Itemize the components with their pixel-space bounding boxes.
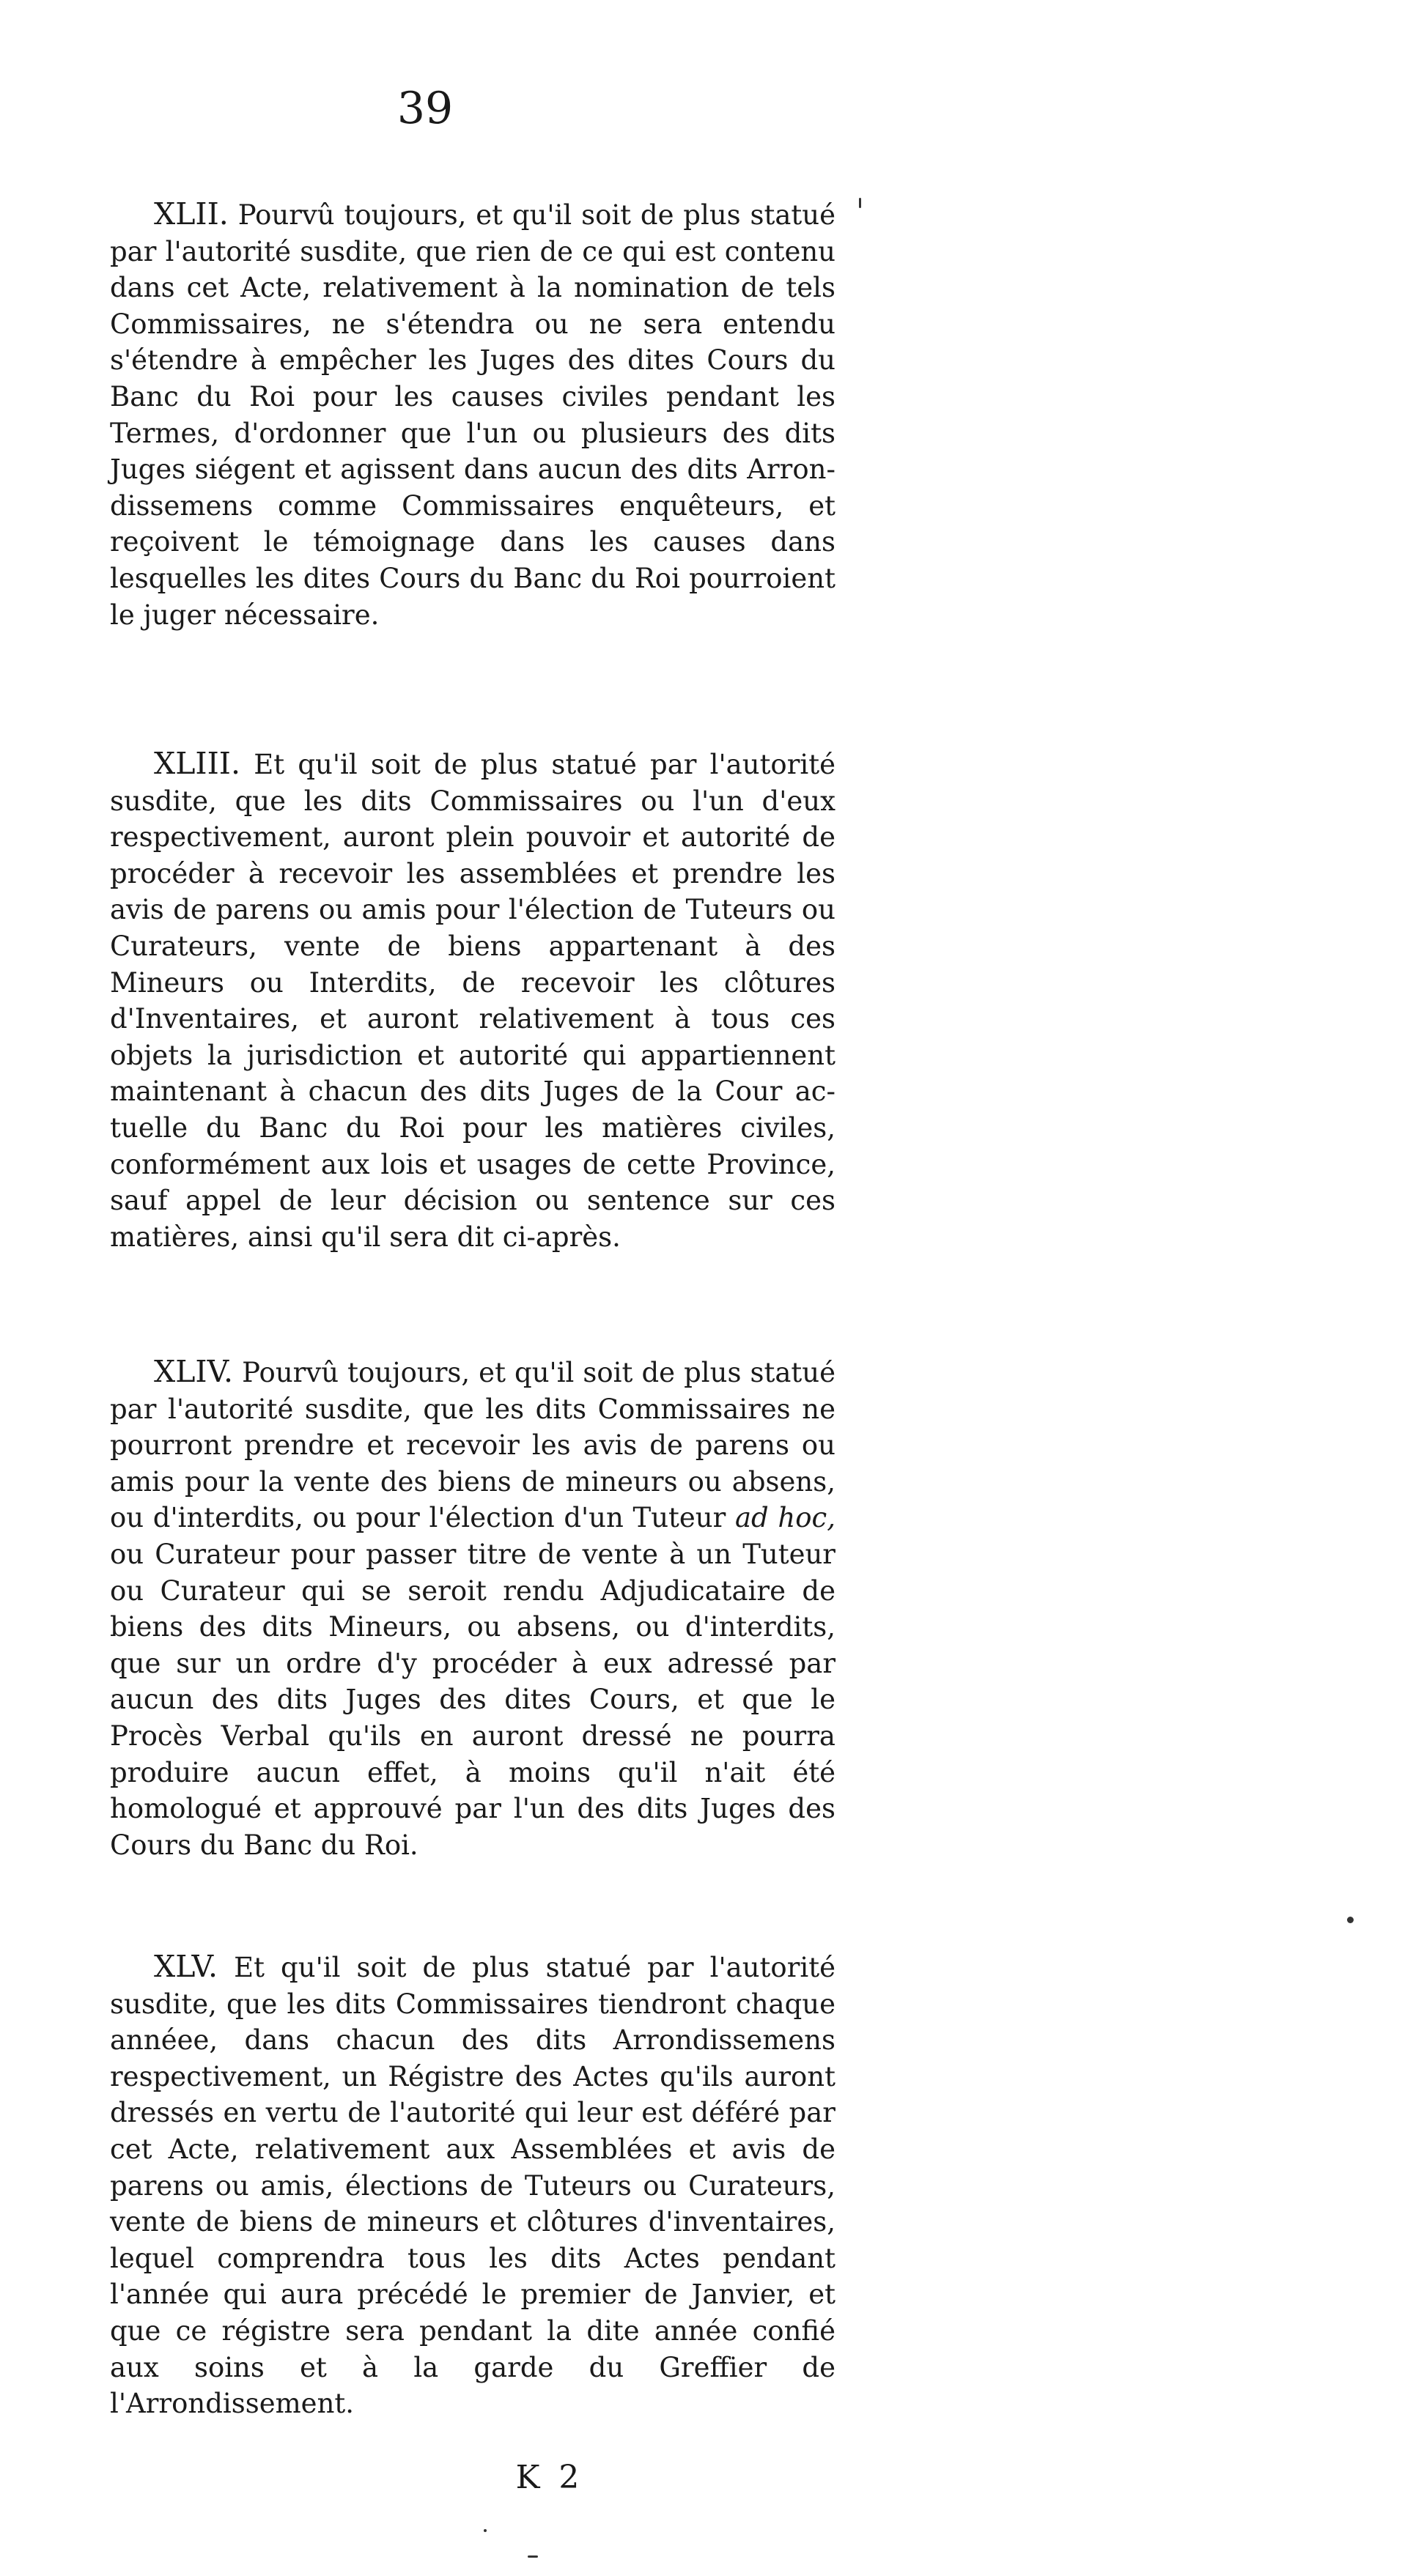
article-numeral: XLIII.: [154, 746, 241, 781]
signature-mark: K 2: [515, 2459, 584, 2496]
page-number: 39: [396, 83, 454, 134]
ink-speck: [859, 198, 861, 208]
article-numeral: XLIV.: [154, 1354, 234, 1389]
ink-speck: [528, 2555, 538, 2558]
article-text: Et qu'il soit de plus statué par l'autorité susdite, que les dits Commissaires tiendront chaque annéee, dans chacun des dits Arrondissemens respectivement, un Régistre des Actes qu'ils auront dressés en vertu de l'autorité qui leur est déféré par cet Acte, relativement aux Assemblées et avis de parens ou amis, élections de Tuteurs ou Curateurs, vente de biens de mineurs et clôtures d'inventaires, lequel comprendra tous les dits Actes pendant l'année qui aura précédé le premier de Janvier, et que ce régistre sera pendant la dite année confié aux soins et à la garde du Greffier de l'Arrondissement.: [110, 1952, 835, 2420]
ink-speck: [1347, 1917, 1354, 1923]
article-xlv: [110, 1949, 835, 2422]
ink-speck: [484, 2529, 487, 2532]
article-text: Pourvû toujours, et qu'il soit de plus statué par l'autorité susdite, que rien de ce qui est contenu dans cet Acte, relativement à la nomination de tels Commissaires, ne s'étendra ou ne sera entendu s'étendre à empêcher les Juges des dites Cours du Banc du Roi pour les causes civiles pendant les Termes, d'ordonner que l'un ou plusieurs des dits Juges siégent et agissent dans aucun des dits Arrondissemens comme Commissaires enquêteurs, et reçoivent le témoignage dans les causes dans lesquelles les dites Cours du Banc du Roi pourroient le juger nécessaire.: [110, 199, 835, 631]
article-numeral: XLV.: [154, 1949, 218, 1984]
article-xliv: [110, 1354, 835, 1863]
article-text-part: Pourvû toujours, et qu'il soit de plus statué par l'autorité susdite, que les dits Commissaires ne pourront prendre et recevoir les avis de parens ou amis pour la vente des biens de mineurs ou absens, ou d'interdits, ou pour l'élection d'un Tuteur: [110, 1357, 835, 1534]
article-numeral: XLII.: [154, 196, 229, 232]
article-text: Et qu'il soit de plus statué par l'autorité susdite, que les dits Commissaires ou l'un d'eux respectivement, auront plein pouvoir et autorité de procéder à recevoir les assemblées et prendre les avis de parens ou amis pour l'élection de Tuteurs ou Curateurs, vente de biens appartenant à des Mineurs ou Interdits, de recevoir les clôtures d'Inventaires, et auront relativement à tous ces objets la jurisdiction et autorité qui appartiennent maintenant à chacun des dits Juges de la Cour actuelle du Banc du Roi pour les matières civiles, conformément aux lois et usages de cette Province, sauf appel de leur décision ou sentence sur ces matières, ainsi qu'il sera dit ci-après.: [110, 749, 835, 1253]
article-text-part: ou Curateur pour passer titre de vente à un Tuteur ou Curateur qui se seroit rendu Adjudicataire de biens des dits Mineurs, ou absens, ou d'interdits, que sur un ordre d'y procéder à eux adressé par aucun des dits Juges des dites Cours, et que le Procès Verbal qu'ils en auront dressé ne pourra produire aucun effet, à moins qu'il n'ait été homologué et approuvé par l'un des dits Juges des Cours du Banc du Roi.: [110, 1538, 835, 1861]
article-text-emphasis: ad hoc,: [734, 1502, 835, 1534]
article-xliii: [110, 746, 835, 1255]
article-xlii: [110, 196, 835, 633]
